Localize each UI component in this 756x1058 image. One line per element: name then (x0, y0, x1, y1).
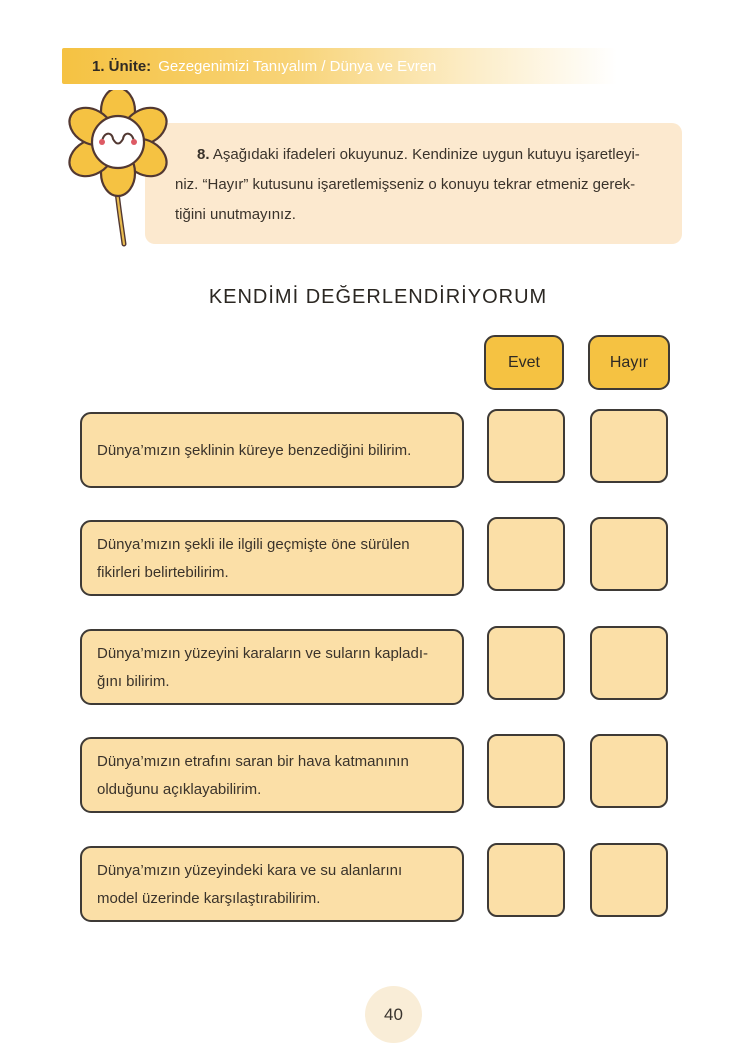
page-number: 40 (384, 1004, 403, 1024)
statement-text: olduğunu açıklayabilirim. (97, 781, 262, 798)
instruction-text-1: Aşağıdaki ifadeleri okuyunuz. Kendinize uygun kutuyu işaretleyi- (212, 146, 640, 163)
page-number-badge (365, 986, 422, 1043)
instruction-line-3: tiğini unutmayınız. (175, 206, 296, 223)
unit-title: Gezegenimizi Tanıyalım / Dünya ve Evren (158, 57, 437, 75)
checkbox-hayir-row5[interactable] (590, 843, 668, 917)
column-header-hayir-label: Hayır (609, 353, 649, 371)
statement-text: Dünya’mızın şekli ile ilgili geçmişte öne sürülen (97, 536, 410, 553)
question-number: 8. (197, 146, 210, 163)
table-row (0, 846, 756, 922)
statement-text: fikirleri belirtebilirim. (97, 564, 229, 581)
checkbox-evet-row4[interactable] (487, 734, 565, 808)
statement-box-3 (80, 629, 464, 705)
checkbox-hayir-row4[interactable] (590, 734, 668, 808)
flower-right-cheek (131, 139, 137, 145)
page-title: KENDİMİ DEĞERLENDİRİYORUM (208, 286, 548, 308)
column-header-evet (484, 335, 564, 390)
table-row (0, 412, 756, 488)
instruction-line-1 (175, 140, 664, 170)
statement-box-1 (80, 412, 464, 488)
checkbox-evet-row5[interactable] (487, 843, 565, 917)
instruction-line-2: niz. “Hayır” kutusunu işaretlemişseniz o konuyu tekrar etmeniz gerek- (175, 176, 636, 193)
statement-box-5 (80, 846, 464, 922)
statement-text: Dünya’mızın yüzeyindeki kara ve su alanlarını (97, 862, 403, 879)
flower-mascot-illustration (56, 90, 188, 248)
column-header-evet-label: Evet (507, 353, 540, 371)
checkbox-evet-row3[interactable] (487, 626, 565, 700)
checkbox-evet-row1[interactable] (487, 409, 565, 483)
checkbox-hayir-row3[interactable] (590, 626, 668, 700)
table-row (0, 520, 756, 596)
flower-left-cheek (99, 139, 105, 145)
column-header-hayir (588, 335, 670, 390)
statement-box-4 (80, 737, 464, 813)
unit-header-bar (62, 48, 617, 84)
statement-text: Dünya’mızın yüzeyini karaların ve suların kapladı- (97, 645, 428, 662)
statement-text: Dünya’mızın etrafını saran bir hava katmanının (97, 753, 409, 770)
checkbox-hayir-row2[interactable] (590, 517, 668, 591)
table-row (0, 737, 756, 813)
statement-text: Dünya’mızın şeklinin küreye benzediğini bilirim. (97, 442, 412, 459)
statement-text: ğını bilirim. (97, 673, 170, 690)
unit-number-label: 1. Ünite: (92, 57, 152, 75)
checkbox-hayir-row1[interactable] (590, 409, 668, 483)
table-row (0, 629, 756, 705)
statement-text: model üzerinde karşılaştırabilirim. (97, 890, 321, 907)
statement-box-2 (80, 520, 464, 596)
instruction-box (145, 123, 682, 244)
checkbox-evet-row2[interactable] (487, 517, 565, 591)
